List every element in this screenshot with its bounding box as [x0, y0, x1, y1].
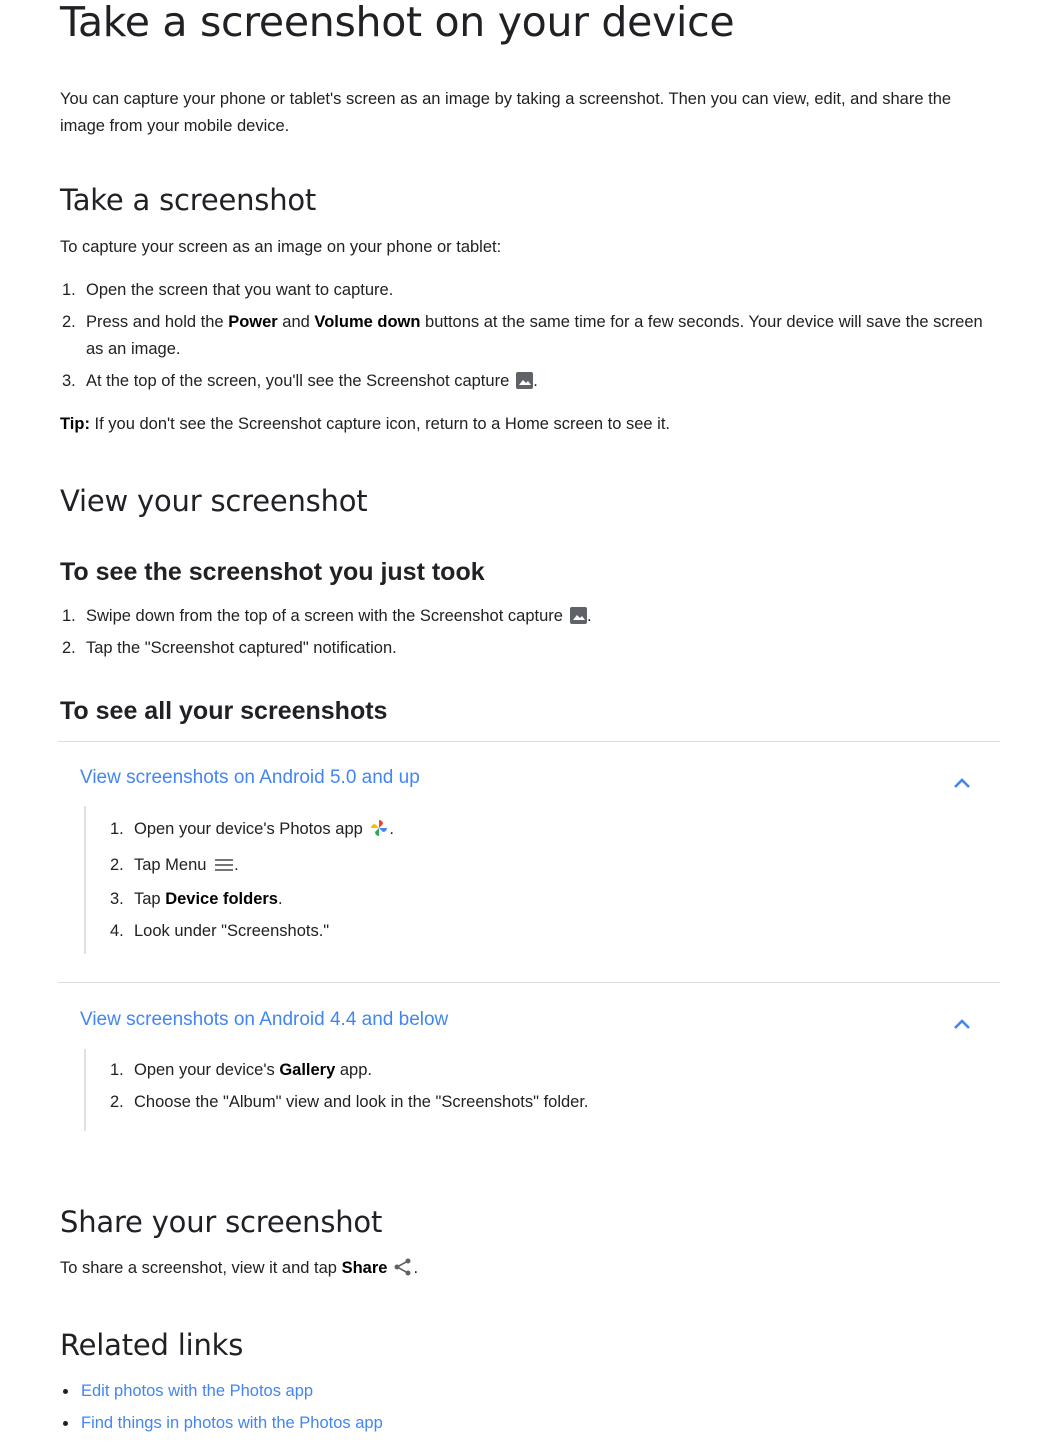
share-term: Share — [341, 1259, 388, 1277]
bullet — [63, 1421, 68, 1426]
list-item: 1. Open the screen that you want to capture. — [62, 281, 394, 299]
related-links-list — [60, 1378, 660, 1442]
bullet — [63, 1389, 68, 1394]
intro-paragraph: You can capture your phone or tablet's screen as an image by taking a screenshot. Then you can view, edit, and share the image from your mobile device. — [60, 90, 952, 135]
list-item: 3. Tap Device folders. — [110, 890, 283, 908]
power-term: Power — [228, 313, 278, 331]
menu-icon — [214, 854, 234, 881]
take-screenshot-heading: Take a screenshot — [60, 183, 317, 217]
divider — [58, 982, 1000, 983]
take-steps — [60, 277, 990, 400]
accordion-android-4-toggle[interactable]: View screenshots on Android 4.4 and below — [80, 1009, 449, 1030]
all-screenshots-heading: To see all your screenshots — [60, 697, 388, 725]
list-item: 2. Tap the "Screenshot captured" notification. — [62, 639, 397, 657]
chevron-up-icon[interactable] — [953, 1018, 971, 1030]
list-item: 1. Swipe down from the top of a screen with the Screenshot capture . — [62, 607, 592, 625]
related-links-heading: Related links — [60, 1328, 244, 1362]
take-lead: To capture your screen as an image on your phone or tablet: — [60, 238, 502, 256]
page-title: Take a screenshot on your device — [60, 0, 735, 46]
related-link-find-things[interactable]: Find things in photos with the Photos app — [81, 1414, 383, 1432]
list-item: 2. Tap Menu . — [108, 852, 958, 881]
share-text: To share a screenshot, view it and tap Share . — [60, 1255, 418, 1286]
android-4-steps — [108, 1057, 958, 1116]
image-icon — [516, 372, 533, 389]
image-icon — [570, 607, 587, 624]
accordion-android-4-body — [84, 1049, 966, 1131]
accordion-android-5-body — [84, 806, 966, 954]
chevron-up-icon[interactable] — [953, 777, 971, 789]
photos-pinwheel-icon — [369, 818, 389, 847]
related-link-edit-photos[interactable]: Edit photos with the Photos app — [81, 1382, 314, 1400]
share-icon — [393, 1257, 413, 1286]
divider — [58, 741, 1000, 742]
list-item: 2. Choose the "Album" view and look in the "Screenshots" folder. — [110, 1093, 589, 1111]
volume-down-term: Volume down — [314, 313, 421, 331]
list-item — [60, 1410, 660, 1437]
view-screenshot-heading: View your screenshot — [60, 484, 368, 518]
list-item — [60, 1378, 660, 1405]
list-item: 1. Open your device's Gallery app. — [110, 1061, 372, 1079]
just-took-heading: To see the screenshot you just took — [60, 558, 485, 586]
list-item: 3. At the top of the screen, you'll see the Screenshot capture . — [62, 372, 538, 390]
device-folders-term: Device folders — [165, 890, 278, 908]
list-item: 1. Open your device's Photos app . — [108, 816, 958, 847]
accordion-android-5-toggle[interactable]: View screenshots on Android 5.0 and up — [80, 767, 420, 788]
list-item: 4. Look under "Screenshots." — [110, 922, 330, 940]
list-item: 2. Press and hold the Power and Volume down buttons at the same time for a few seconds. Your device will save the screen as an image. — [62, 313, 983, 358]
gallery-term: Gallery — [279, 1061, 336, 1079]
share-heading: Share your screenshot — [60, 1205, 383, 1239]
just-took-steps — [60, 603, 990, 667]
android-5-steps — [108, 816, 958, 945]
tip: Tip: If you don't see the Screenshot capture icon, return to a Home screen to see it. — [60, 415, 671, 433]
